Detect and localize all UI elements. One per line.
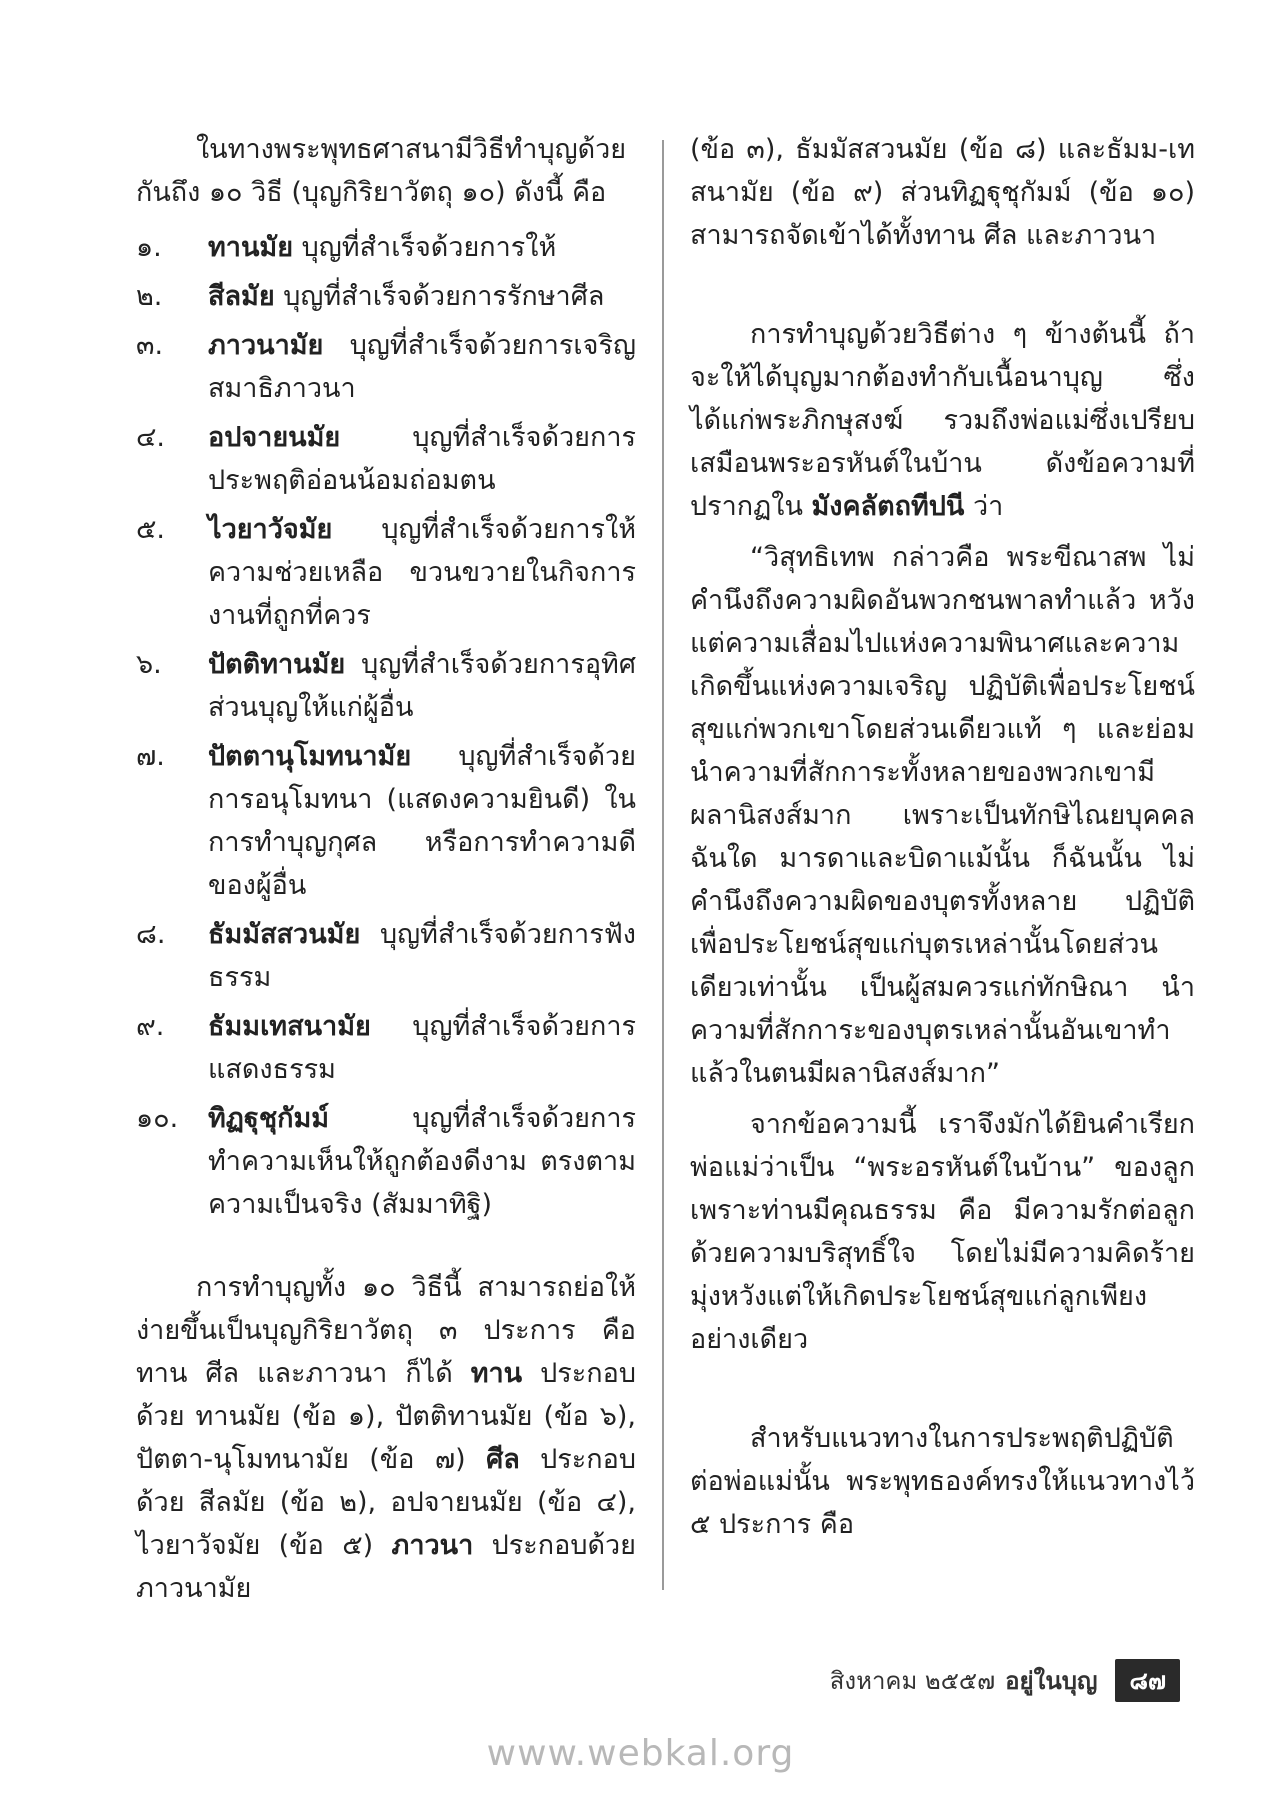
list-item: ๒. สีลมัย บุญที่สำเร็จด้วยการรักษาศีล (136, 281, 605, 312)
list-item: ๖. ปัตติทานมัย บุญที่สำเร็จด้วยการอุทิศส่วนบุญให้แก่ผู้อื่น (136, 649, 636, 723)
list-item: ๗. ปัตตานุโมทนามัย บุญที่สำเร็จด้วยการอนุโมทนา (แสดงความยินดี) ในการทำบุญกุศล หรือการทำความดีของผู้อื่น (136, 741, 636, 901)
list-item: ๕. ไวยาวัจมัย บุญที่สำเร็จด้วยการให้ความช่วยเหลือ ขวนขวายในกิจการงานที่ถูกที่ควร (136, 514, 636, 631)
guidance-paragraph: สำหรับแนวทางในการประพฤติปฏิบัติต่อพ่อแม่นั้น พระพุทธองค์ทรงให้แนวทางไว้ ๕ ประการ คือ (690, 1423, 1195, 1540)
list-item: ๙. ธัมมเทสนามัย บุญที่สำเร็จด้วยการแสดงธรรม (136, 1011, 636, 1085)
summary-paragraph: การทำบุญทั้ง ๑๐ วิธีนี้ สามารถย่อให้ง่ายขึ้นเป็นบุญกิริยาวัตถุ ๓ ประการ คือ ทาน ศีล และภาวนา ก็ได้ ทาน ประกอบด้วย ทานมัย (ข้อ ๑), ปัตติทานมัย (ข้อ ๖), ปัตตา-นุโมทนามัย (ข้อ ๗) ศีล ประกอบด้วย สีลมัย (ข้อ ๒), อปจายนมัย (ข้อ ๔), ไวยาวัจมัย (ข้อ ๕) ภาวนา ประกอบด้วย ภาวนามัย (136, 1272, 636, 1604)
magazine-title: อยู่ในบุญ (1005, 1666, 1098, 1695)
quote-paragraph: “วิสุทธิเทพ กล่าวคือ พระขีณาสพ ไม่คำนึงถึงความผิดอันพวกชนพาลทำแล้ว หวังแต่ความเสื่อมไปแห่งความพินาศและความเกิดขึ้นแห่งความเจริญ ปฏิบัติเพื่อประโยชน์สุขแก่พวกเขาโดยส่วนเดียวแท้ ๆ และย่อมนำความที่สักการะทั้งหลายของพวกเขามีผลานิสงส์มาก เพราะเป็นทักษิไณยบุคคล ฉันใด มารดาและบิดาแม้นั้น ก็ฉันนั้น ไม่คำนึงถึงความผิดของบุตรทั้งหลาย ปฏิบัติเพื่อประโยชน์สุขแก่บุตรเหล่านั้นโดยส่วนเดียวเท่านั้น เป็นผู้สมควรแก่ทักษิณา นำความที่สักการะของบุตรเหล่านั้นอันเขาทำแล้วในตนมีผลานิสงส์มาก” (690, 542, 1195, 1089)
intro-paragraph: ในทางพระพุทธศาสนามีวิธีทำบุญด้วยกันถึง ๑๐ วิธี (บุญกิริยาวัตถุ ๑๐) ดังนี้ คือ (136, 134, 627, 208)
page-footer (710, 1660, 1180, 1700)
watermark-url: www.webkal.org (486, 1733, 795, 1774)
merit-list (136, 226, 636, 1226)
continuation-paragraph: (ข้อ ๓), ธัมมัสสวนมัย (ข้อ ๘) และธัมม-เทสนามัย (ข้อ ๙) ส่วนทิฏฐุชุกัมม์ (ข้อ ๑๐) สามารถจัดเข้าได้ทั้งทาน ศีล และภาวนา (690, 134, 1195, 251)
left-column (136, 128, 636, 1610)
right-column (690, 128, 1195, 1546)
list-item: ๔. อปจายนมัย บุญที่สำเร็จด้วยการประพฤติอ่อนน้อมถ่อมตน (136, 422, 636, 496)
page-number: ๘๗ (1115, 1659, 1180, 1702)
list-item: ๑๐. ทิฏฐุชุกัมม์ บุญที่สำเร็จด้วยการทำความเห็นให้ถูกต้องดีงาม ตรงตามความเป็นจริง (สัมมาทิฐิ) (136, 1103, 636, 1220)
list-item: ๘. ธัมมัสสวนมัย บุญที่สำเร็จด้วยการฟังธรรม (136, 919, 636, 993)
footer-date: สิงหาคม ๒๕๕๗ (829, 1666, 996, 1695)
practice-paragraph: การทำบุญด้วยวิธีต่าง ๆ ข้างต้นนี้ ถ้าจะให้ได้บุญมากต้องทำกับเนื้อนาบุญ ซึ่งได้แก่พระภิกษุสงฆ์ รวมถึงพ่อแม่ซึ่งเปรียบเสมือนพระอรหันต์ในบ้าน ดังข้อความที่ปรากฏใน มังคลัตถทีปนี ว่า (690, 319, 1195, 522)
column-divider (662, 140, 664, 1590)
explanation-paragraph: จากข้อความนี้ เราจึงมักได้ยินคำเรียกพ่อแม่ว่าเป็น “พระอรหันต์ในบ้าน” ของลูก เพราะท่านมีคุณธรรม คือ มีความรักต่อลูกด้วยความบริสุทธิ์ใจ โดยไม่มีความคิดร้าย มุ่งหวังแต่ให้เกิดประโยชน์สุขแก่ลูกเพียงอย่างเดียว (690, 1109, 1195, 1355)
list-item: ๑. ทานมัย บุญที่สำเร็จด้วยการให้ (136, 232, 557, 263)
list-item: ๓. ภาวนามัย บุญที่สำเร็จด้วยการเจริญสมาธิภาวนา (136, 330, 636, 404)
